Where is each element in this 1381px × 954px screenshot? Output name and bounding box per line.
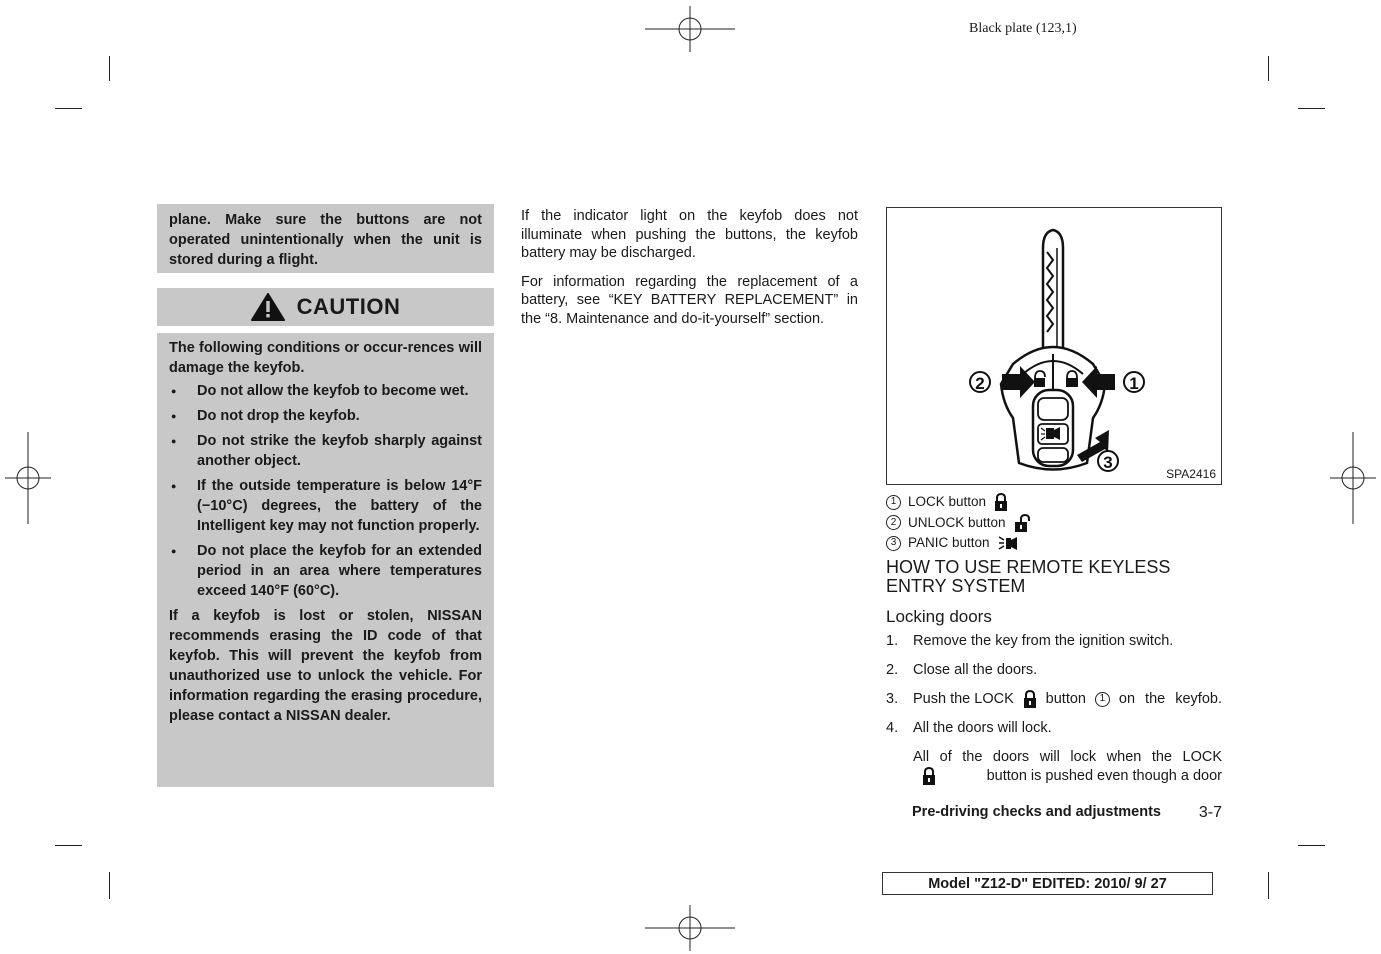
step-text-trailing: on the keyfob. xyxy=(1118,691,1222,707)
caution-item: ● Do not place the keyfob for an extended period in an area where temperatures exceed 140°F (60°C). xyxy=(169,541,482,601)
step-text: Close all the doors. xyxy=(913,662,1038,678)
section-title: HOW TO USE REMOTE KEYLESS ENTRY SYSTEM xyxy=(886,557,1171,596)
legend-label: PANIC button xyxy=(908,535,990,550)
lock-closed-icon xyxy=(994,493,1008,511)
registration-mark-right xyxy=(1330,432,1376,524)
legend-number: 1 xyxy=(886,495,901,510)
figure-code: SPA2416 xyxy=(1166,467,1216,481)
legend-label: UNLOCK button xyxy=(908,514,1006,530)
model-edit-box: Model "Z12-D" EDITED: 2010/ 9/ 27 xyxy=(882,872,1213,895)
step-text: Remove the key from the ignition switch. xyxy=(913,633,1174,649)
caution-intro: The following conditions or occur-rences will damage the keyfob. xyxy=(169,340,482,376)
page-number: 3-7 xyxy=(1198,804,1222,821)
footer-section-name: Pre-driving checks and adjustments xyxy=(912,804,1161,820)
steps-list xyxy=(886,632,1222,785)
lock-closed-icon xyxy=(922,767,936,785)
caution-header xyxy=(157,288,494,326)
step-item xyxy=(886,632,1222,651)
plate-label: Black plate (123,1) xyxy=(969,21,1077,36)
keyfob-illustration xyxy=(887,208,1221,484)
subsection-title: Locking doors xyxy=(886,607,992,626)
continued-warning-box: plane. Make sure the buttons are not operated unintentionally when the unit is stored during a flight. xyxy=(157,204,494,273)
middle-column xyxy=(521,207,858,338)
step-item xyxy=(886,719,1222,738)
step-number: 2. xyxy=(886,662,899,678)
legend-item-lock xyxy=(886,492,1030,513)
step-note xyxy=(886,748,1222,785)
step-number: 4. xyxy=(886,720,899,736)
lock-closed-icon xyxy=(1023,690,1037,708)
battery-paragraph: For information regarding the replacement of a battery, see “KEY BATTERY REPLACEMENT” in the “8. Maintenance and do-it-yourself” section. xyxy=(521,273,858,327)
figure-callout: 2 xyxy=(975,374,985,393)
note-text: All of the doors will lock when the LOCK xyxy=(913,749,1222,765)
legend-item-panic xyxy=(886,533,1030,554)
caution-closing: If a keyfob is lost or stolen, NISSAN recommends erasing the ID code of that keyfob. This will prevent the keyfob from unauthorized use to unlock the vehicle. For information regarding the erasing procedure, please contact a NISSAN dealer. xyxy=(169,608,482,724)
panic-icon xyxy=(998,535,1018,551)
caution-item: ● If the outside temperature is below 14°F (−10°C) degrees, the battery of the Intelligent key may not function properly. xyxy=(169,476,482,536)
caution-body xyxy=(157,333,494,787)
registration-mark-left xyxy=(5,432,51,524)
lock-open-icon xyxy=(1014,514,1030,532)
caution-item: ● Do not strike the keyfob sharply against another object. xyxy=(169,431,482,471)
legend-number: 2 xyxy=(886,515,901,530)
step-text: button xyxy=(1045,691,1086,707)
indicator-paragraph: If the indicator light on the keyfob does not illuminate when pushing the buttons, the keyfob battery may be discharged. xyxy=(521,208,858,261)
legend-item-unlock xyxy=(886,513,1030,534)
running-footer xyxy=(912,804,1222,822)
note-text: button is pushed even though a door xyxy=(986,767,1222,784)
figure-callout: 1 xyxy=(1129,374,1139,393)
step-number: 1. xyxy=(886,633,899,649)
caution-list xyxy=(169,381,482,601)
keyfob-figure xyxy=(886,207,1222,485)
step-item xyxy=(886,690,1222,709)
caution-item: ● Do not drop the keyfob. xyxy=(169,406,482,426)
figure-legend xyxy=(886,492,1030,554)
registration-mark-top xyxy=(645,6,735,52)
step-item xyxy=(886,661,1222,680)
figure-callout: 3 xyxy=(1103,453,1113,472)
registration-mark-bottom xyxy=(645,905,735,951)
step-text: Push the LOCK xyxy=(913,691,1014,707)
warning-triangle-icon xyxy=(251,293,285,321)
step-callout-number: 1 xyxy=(1095,692,1110,707)
step-text: All the doors will lock. xyxy=(913,720,1052,736)
legend-label: LOCK button xyxy=(908,494,987,509)
legend-number: 3 xyxy=(886,536,901,551)
step-number: 3. xyxy=(886,691,899,707)
caution-item: ● Do not allow the keyfob to become wet. xyxy=(169,381,482,401)
caution-title: CAUTION xyxy=(296,294,401,319)
